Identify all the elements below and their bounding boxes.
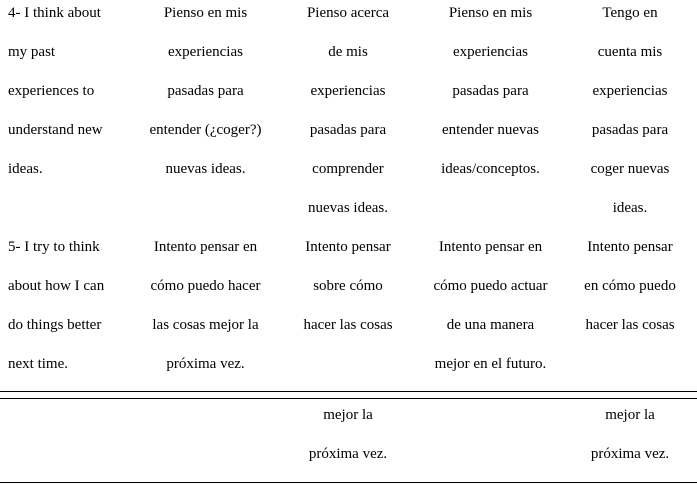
cell-line: do things better bbox=[8, 317, 102, 333]
cell-line: experiencias bbox=[453, 44, 528, 60]
cell-line: sobre cómo bbox=[313, 278, 383, 294]
cell-line: ideas/conceptos. bbox=[441, 161, 540, 177]
cell-line: understand new bbox=[8, 122, 103, 138]
cell-line: Intento pensar en bbox=[438, 239, 543, 255]
cell-line: comprender bbox=[312, 161, 384, 177]
cell-line: my past bbox=[8, 44, 56, 60]
cell-line: experiencias bbox=[310, 83, 386, 99]
row-5-translation-3-cell bbox=[418, 234, 563, 390]
cell-line: las cosas mejor la bbox=[152, 317, 259, 333]
row-4-translation-2-cell bbox=[278, 0, 418, 234]
cell-line: Intento pensar en bbox=[153, 239, 258, 255]
cell-line: mejor la bbox=[323, 407, 373, 423]
cell-line: ideas. bbox=[612, 200, 648, 216]
page-break-top-rule bbox=[0, 391, 697, 392]
page-break-bottom-rule bbox=[0, 398, 697, 399]
cell-line: next time. bbox=[8, 356, 68, 372]
cell-line: pasadas para bbox=[452, 83, 529, 99]
cell-line: 4- I think about bbox=[8, 5, 101, 21]
row-4-translation-3-cell bbox=[418, 0, 563, 195]
cell-line: pasadas para bbox=[591, 122, 669, 138]
cell-line: pasadas para bbox=[309, 122, 387, 138]
cell-line: experiencias bbox=[592, 83, 668, 99]
cell-line: hacer las cosas bbox=[585, 317, 675, 333]
cell-line: en cómo puedo bbox=[584, 278, 676, 294]
cell-line: de mis bbox=[328, 44, 368, 60]
cell-line: próxima vez. bbox=[166, 356, 245, 372]
cell-line: mejor en el futuro. bbox=[434, 356, 547, 372]
cell-line: cómo puedo hacer bbox=[150, 278, 261, 294]
cell-line: entender nuevas bbox=[441, 122, 540, 138]
cell-line: experiencias bbox=[168, 44, 243, 60]
cell-line: próxima vez. bbox=[308, 446, 388, 462]
cell-line: nuevas ideas. bbox=[308, 200, 388, 216]
cell-line: cuenta mis bbox=[597, 44, 663, 60]
continuation-translation-2-cell bbox=[278, 402, 418, 480]
row-4-english-cell bbox=[8, 0, 133, 195]
cell-line: ideas. bbox=[8, 161, 43, 177]
cell-line: hacer las cosas bbox=[303, 317, 393, 333]
cell-line: Pienso en mis bbox=[163, 5, 248, 21]
cell-line: de una manera bbox=[446, 317, 535, 333]
cell-line: about how I can bbox=[8, 278, 105, 294]
row-5-translation-2-cell bbox=[278, 234, 418, 351]
cell-line: experiences to bbox=[8, 83, 95, 99]
cell-line: entender (¿coger?) bbox=[149, 122, 262, 138]
row-5-english-cell bbox=[8, 234, 133, 390]
cell-line: Intento pensar bbox=[305, 239, 391, 255]
cell-line: Tengo en bbox=[602, 5, 658, 21]
row-4-translation-4-cell bbox=[563, 0, 697, 234]
row-4-translation-1-cell bbox=[133, 0, 278, 195]
table-bottom-rule bbox=[0, 482, 697, 483]
continuation-translation-4-cell bbox=[563, 402, 697, 480]
cell-line: Pienso acerca bbox=[306, 5, 390, 21]
cell-line: pasadas para bbox=[167, 83, 244, 99]
cell-line: 5- I try to think bbox=[8, 239, 100, 255]
cell-line: cómo puedo actuar bbox=[433, 278, 548, 294]
cell-line: nuevas ideas. bbox=[165, 161, 246, 177]
cell-line: Intento pensar bbox=[587, 239, 673, 255]
row-5-translation-4-cell bbox=[563, 234, 697, 351]
cell-line: mejor la bbox=[605, 407, 655, 423]
cell-line: próxima vez. bbox=[590, 446, 670, 462]
cell-line: Pienso en mis bbox=[448, 5, 533, 21]
row-5-translation-1-cell bbox=[133, 234, 278, 390]
cell-line: coger nuevas bbox=[590, 161, 670, 177]
